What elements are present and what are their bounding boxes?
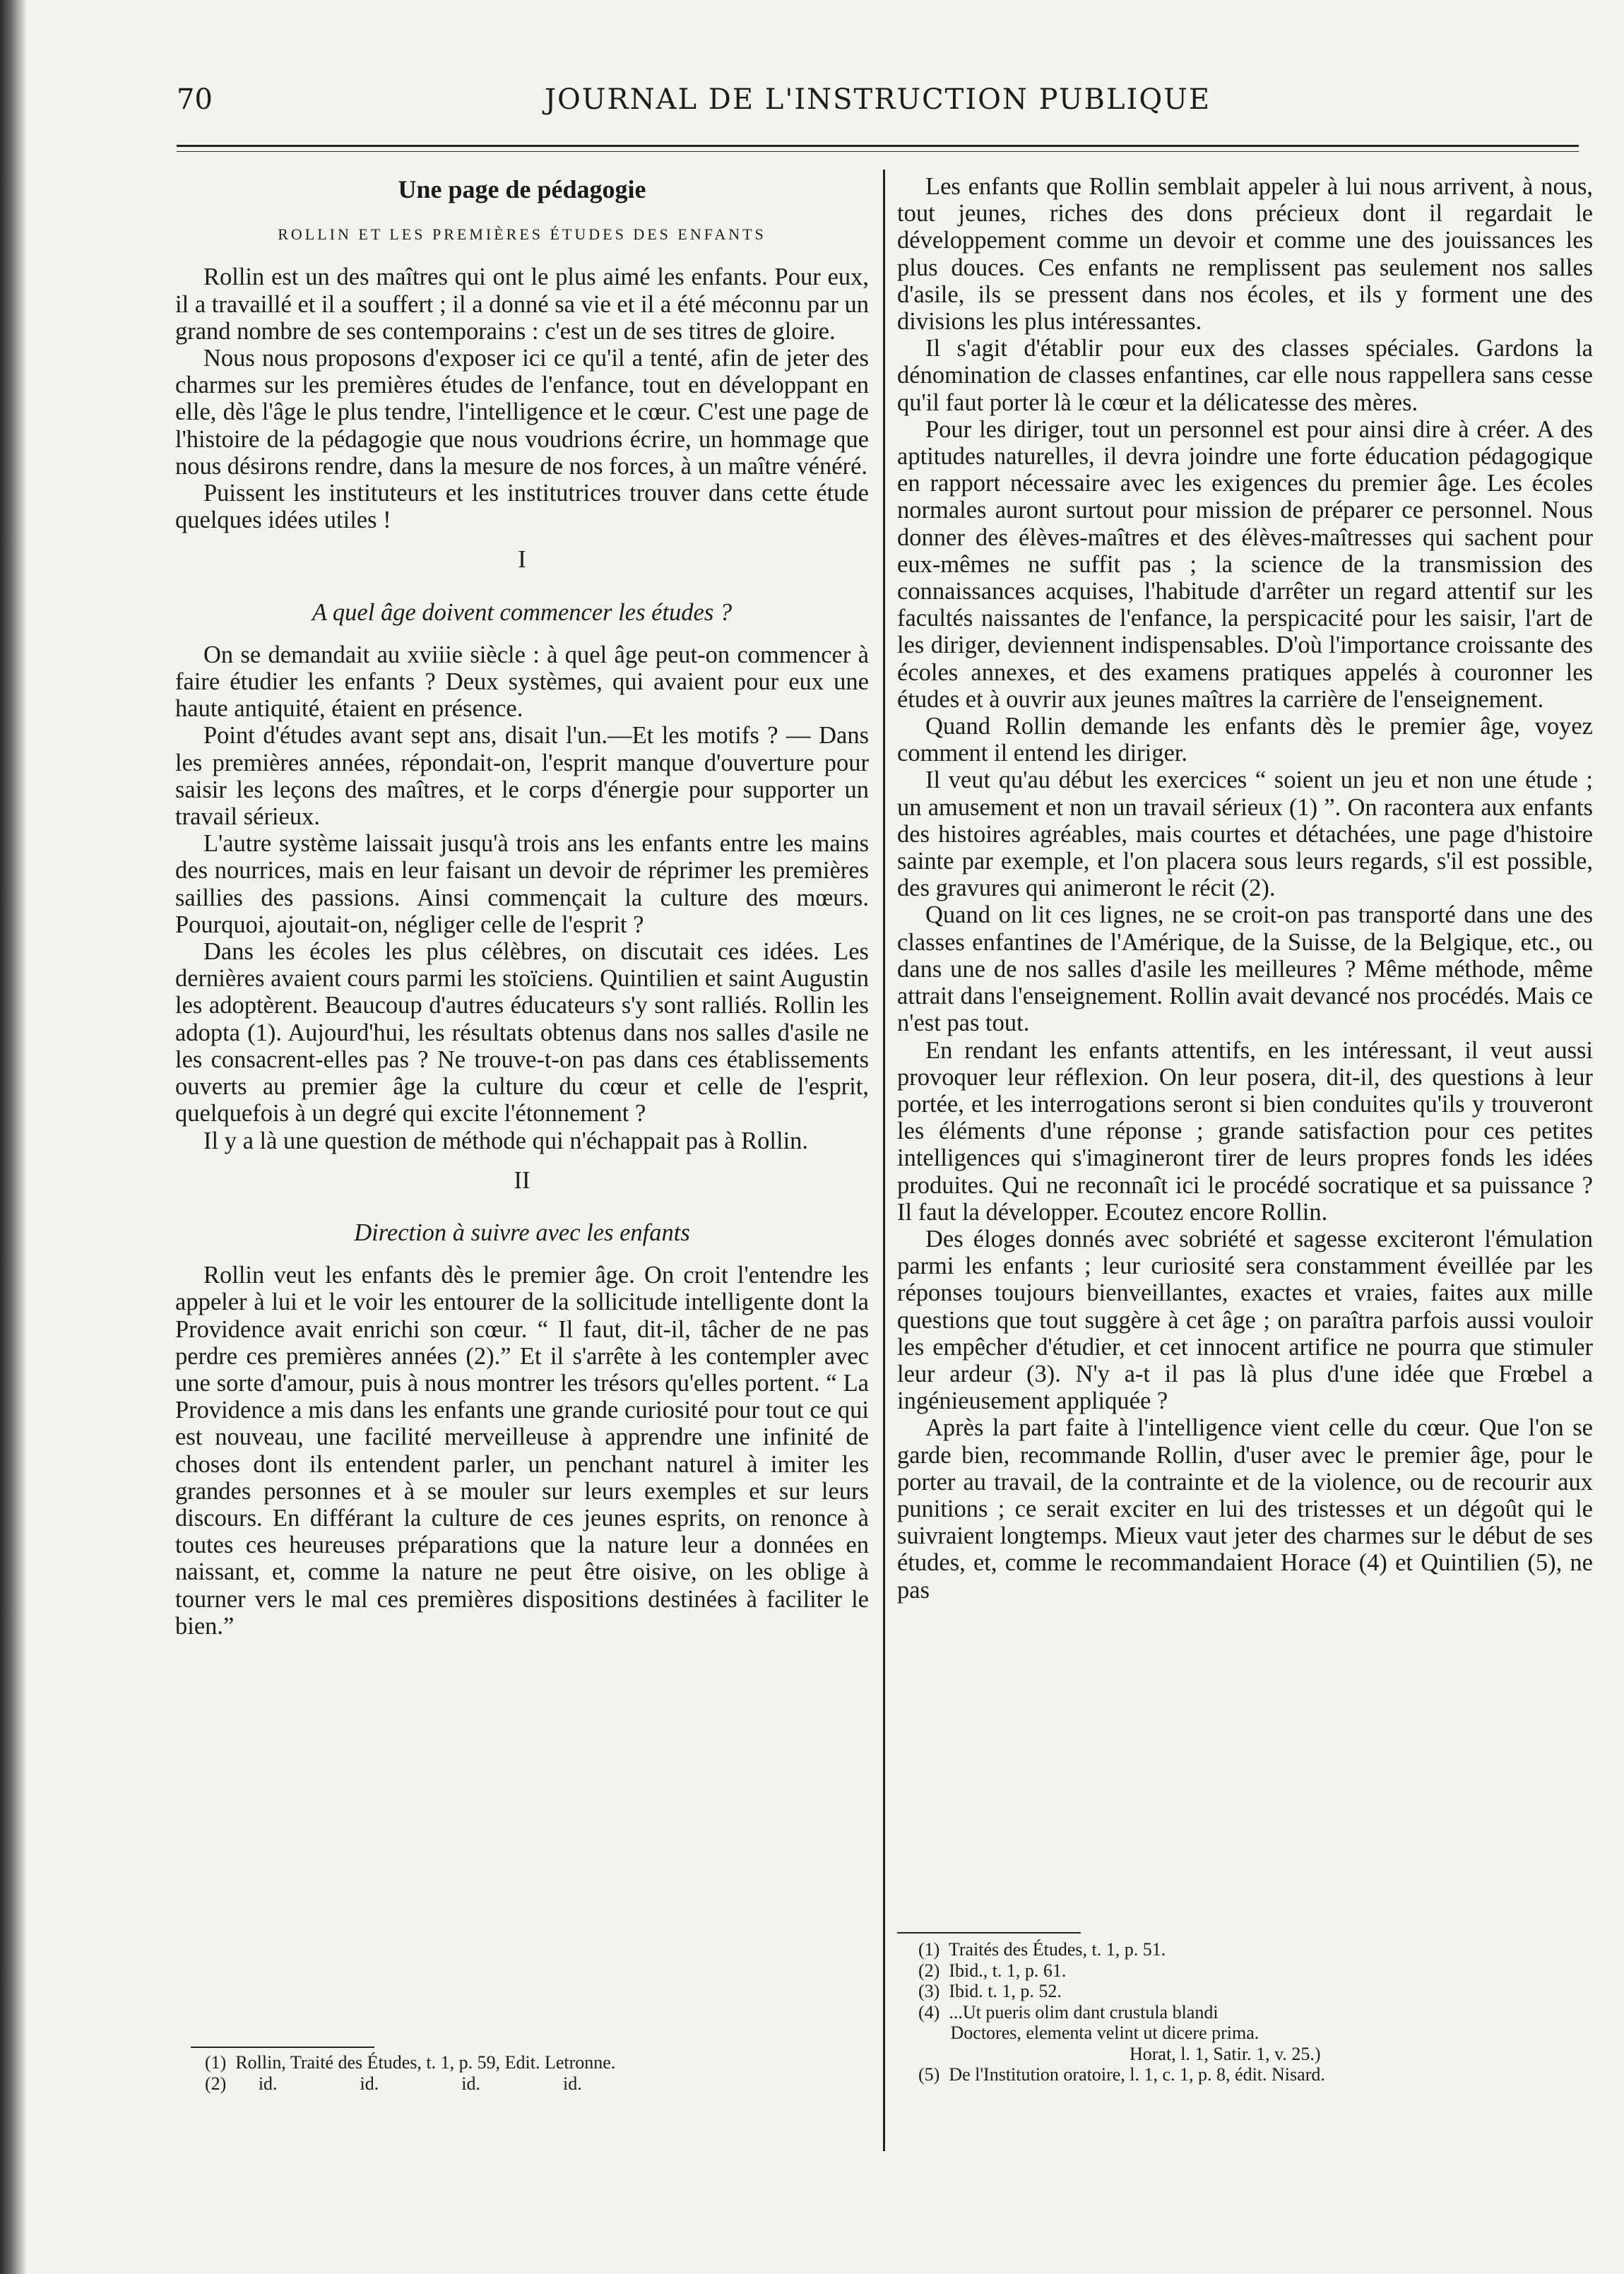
footnote: (2) Ibid., t. 1, p. 61. xyxy=(918,1960,1067,1981)
paragraph: Point d'études avant sept ans, disait l'un.—Et les motifs ? — Dans les premières années, répondait-on, l'esprit manque d'ouverture pour saisir les leçons des maîtres, et le corps d'énergie pour supporter un travail sérieux. xyxy=(175,722,869,831)
article-title: Une page de pédagogie xyxy=(398,175,646,203)
paragraph: Quand Rollin demande les enfants dès le premier âge, voyez comment il entend les diriger. xyxy=(897,713,1593,767)
footnote: (2) id. id. id. id. xyxy=(205,2073,582,2094)
column-divider xyxy=(883,170,885,2151)
header-rule-thin xyxy=(177,151,1579,152)
footnote: Doctores, elementa velint ut dicere prima. xyxy=(918,2023,1260,2043)
footnote: Horat, l. 1, Satir. 1, v. 25.) xyxy=(918,2043,1321,2064)
paragraph: Pour les diriger, tout un personnel est pour ainsi dire à créer. A des aptitudes naturelles, il devra joindre une forte éducation pédagogique en rapport nécessaire avec les exigences du premier âge. Les écoles normales auront surtout pour mission de préparer ce personnel. Nous donner des élèves-maîtres et des élèves-maîtresses qui sachent pour eux-mêmes ne suffit pas ; la science de la transmission des connaissances acquises, l'habitude d'arrêter un regard attentif sur les facultés naissantes de l'enfance, la perspicacité pour les saisir, l'art de les diriger, deviennent indispensables. D'où l'importance croissante des écoles annexes, et des examens pratiques appelés à couronner les études et à ouvrir aux jeunes maîtres la carrière de l'enseignement. xyxy=(897,415,1593,713)
paragraph: Rollin est un des maîtres qui ont le plus aimé les enfants. Pour eux, il a travaillé et il a souffert ; il a donné sa vie et il a été méconnu par un grand nombre de ses contemporains : c'est un de ses titres de gloire. xyxy=(175,263,869,345)
paragraph: On se demandait au xviiie siècle : à quel âge peut-on commencer à faire étudier les enfants ? Deux systèmes, qui avaient pour eux une haute antiquité, étaient en présence. xyxy=(175,641,869,723)
paragraph: Dans les écoles les plus célèbres, on discutait ces idées. Les dernières avaient cours parmi les stoïciens. Quintilien et saint Augustin les adoptèrent. Beaucoup d'autres éducateurs s'y sont ralliés. Rollin les adopta (1). Aujourd'hui, les résultats obtenus dans nos salles d'asile ne les consacrent-elles pas ? Ne trouve-t-on pas dans ces établissements ouverts au premier âge la culture du cœur et celle de l'esprit, quelquefois à un degré qui excite l'étonnement ? xyxy=(175,938,869,1127)
section-number: II xyxy=(514,1166,531,1194)
paragraph: En rendant les enfants attentifs, en les intéressant, il veut aussi provoquer leur réflexion. On leur posera, dit-il, des questions à leur portée, et les interrogations seront si bien conduites qu'ils y trouveront les éléments d'une réponse ; grande satisfaction pour ces petites intelligences qui s'imagineront tirer de leurs propres fonds les idées produites. Qui ne reconnaît ici le procédé socratique et sa puissance ? Il faut la développer. Ecoutez encore Rollin. xyxy=(897,1036,1593,1226)
paragraph: Après la part faite à l'intelligence vient celle du cœur. Que l'on se garde bien, recommande Rollin, d'user avec le premier âge, pour le porter au travail, de la contrainte et de la violence, ou de recourir aux punitions ; ce serait exciter en lui des tristesses et un dégoût qui le suivraient longtemps. Mieux vaut jeter des charmes sur le début de ses études, et, comme le recommandaient Horace (4) et Quintilien (5), ne pas xyxy=(897,1414,1593,1604)
footnote: (3) Ibid. t. 1, p. 52. xyxy=(918,1981,1062,2001)
paragraph: Les enfants que Rollin semblait appeler à lui nous arrivent, à nous, tout jeunes, riches des dons précieux dont il regardait le développement comme un devoir et comme une des jouissances les plus douces. Ces enfants ne remplissent pas seulement nos salles d'asile, ils se pressent dans nos écoles, et ils y forment une des divisions les plus intéressantes. xyxy=(897,173,1593,336)
paragraph: Il s'agit d'établir pour eux des classes spéciales. Gardons la dénomination de classes enfantines, car elle nous rappellera sans cesse qu'il faut porter là le cœur et la délicatesse des mères. xyxy=(897,335,1593,416)
paragraph: Il y a là une question de méthode qui n'échappait pas à Rollin. xyxy=(203,1127,809,1154)
left-footnotes xyxy=(205,2052,841,2095)
section-title: A quel âge doivent commencer les études ? xyxy=(312,598,733,626)
left-column xyxy=(175,173,869,1640)
header-rule-thick xyxy=(177,145,1579,147)
footnote-rule xyxy=(191,2047,374,2048)
section-title: Direction à suivre avec les enfants xyxy=(354,1219,690,1246)
running-title: JOURNAL DE L'INSTRUCTION PUBLIQUE xyxy=(544,83,1211,116)
binding-shadow xyxy=(0,0,27,2274)
article-subtitle: ROLLIN ET LES PREMIÈRES ÉTUDES DES ENFANTS xyxy=(278,225,766,244)
paragraph: Rollin veut les enfants dès le premier âge. On croit l'entendre les appeler à lui et le voir les entourer de la sollicitude intelligente dont la Providence avait enrichi son cœur. “ Il faut, dit-il, tâcher de ne pas perdre ces premières années (2).” Et il s'arrête à les contempler avec une sorte d'amour, puis à nous montrer les trésors qu'elles portent. “ La Providence a mis dans les enfants une grande curiosité pour tout ce qui est nouveau, une facilité merveilleuse à apprendre une infinité de choses dont ils entendent parler, un penchant naturel à imiter les grandes personnes et à se mouler sur leurs exemples et sur leurs discours. En différant la culture de ces jeunes esprits, on renonce à toutes ces heureuses préparations que la nature leur a données en naissant, et, comme la nature ne peut être oisive, on les oblige à tourner vers le mal ces premières dispositions destinées à faciliter le bien.” xyxy=(175,1262,869,1640)
page-header xyxy=(177,83,1579,126)
paragraph: Il veut qu'au début les exercices “ soient un jeu et non une étude ; un amusement et non un travail sérieux (1) ”. On racontera aux enfants des histoires agréables, mais courtes et détachées, une page d'histoire sainte par exemple, et l'on placera sous leurs regards, s'il est possible, des gravures qui animeront le récit (2). xyxy=(897,766,1593,902)
right-footnotes xyxy=(918,1939,1554,2085)
paragraph: Quand on lit ces lignes, ne se croit-on pas transporté dans une des classes enfantines de l'Amérique, de la Suisse, de la Belgique, etc., ou dans une de nos salles d'asile les meilleures ? Même méthode, même attrait dans l'enseignement. Rollin avait devancé nos procédés. Mais ce n'est pas tout. xyxy=(897,901,1593,1037)
footnote: (4) ...Ut pueris olim dant crustula blandi xyxy=(918,2001,1219,2023)
right-column xyxy=(897,173,1593,1604)
paragraph: Nous nous proposons d'exposer ici ce qu'il a tenté, afin de jeter des charmes sur les premières études de l'enfance, tout en développant en elle, dès l'âge le plus tendre, l'intelligence et le cœur. C'est une page de l'histoire de la pédagogie que nous voudrions écrire, un hommage que nous désirons rendre, dans la mesure de nos forces, à un maître vénéré. xyxy=(175,345,869,480)
paragraph: Puissent les instituteurs et les institutrices trouver dans cette étude quelques idées utiles ! xyxy=(175,480,869,534)
footnote-rule xyxy=(897,1932,1081,1934)
paragraph: Des éloges donnés avec sobriété et sagesse exciteront l'émulation parmi les enfants ; leur curiosité sera constamment éveillée par les réponses toujours bienveillantes, exactes et vraies, faites aux mille questions que tout suggère à cet âge ; on paraîtra parfois aussi vouloir les empêcher d'étudier, et cet innocent artifice ne pourra que stimuler leur ardeur (3). N'y a-t il pas là plus d'une idée que Frœbel a ingénieusement appliquée ? xyxy=(897,1225,1593,1415)
footnote: (1) Rollin, Traité des Études, t. 1, p. 59, Edit. Letronne. xyxy=(205,2052,616,2073)
footnote: (5) De l'Institution oratoire, l. 1, c. 1, p. 8, édit. Nisard. xyxy=(918,2064,1325,2085)
paragraph: L'autre système laissait jusqu'à trois ans les enfants entre les mains des nourrices, mais en leur faisant un devoir de réprimer les premières saillies des passions. Ainsi commençait la culture des mœurs. Pourquoi, ajoutait-on, négliger celle de l'esprit ? xyxy=(175,830,869,938)
page-number: 70 xyxy=(177,83,213,116)
section-number: I xyxy=(518,546,526,574)
footnote: (1) Traités des Études, t. 1, p. 51. xyxy=(918,1939,1166,1960)
